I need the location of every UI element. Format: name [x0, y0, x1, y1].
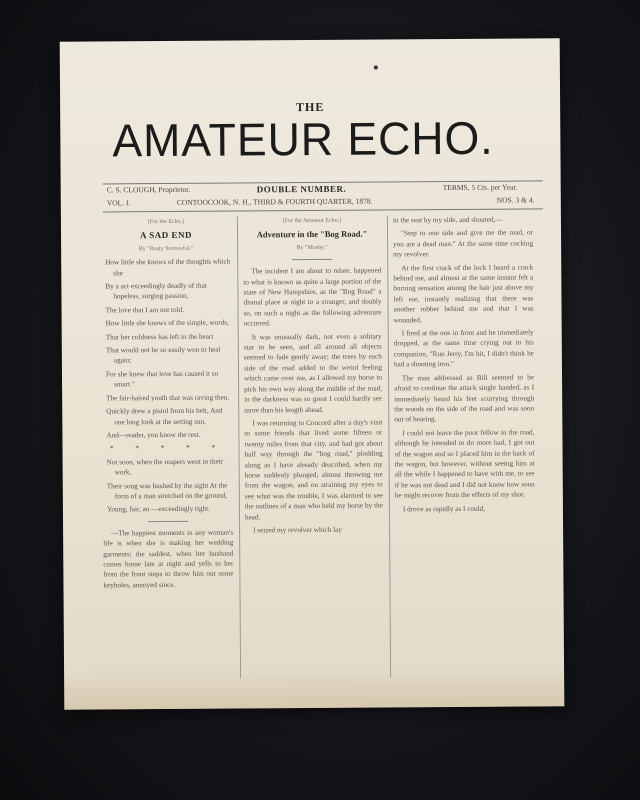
paragraph: I seized my revolver which lay [253, 525, 342, 535]
poem-line: Not soon, when the reapers went to their work, [106, 457, 224, 477]
paragraph: I drove as rapidly as I could, [402, 504, 486, 513]
poem-title: A SAD END [139, 230, 193, 241]
masthead-the: THE [295, 99, 325, 115]
poem-author: By "Rusty Sorrowful." [138, 245, 194, 253]
section-stars: * * * * * [109, 443, 226, 453]
separator [292, 259, 332, 260]
paragraph: At the first crack of the lock I heard a crack behind me, and almost at the same instant felt a burning sensation among the hair just above my left ear, instantly realizing that there was another robber behind me and that I was wounded. [393, 263, 534, 325]
issue-numbers: NOS. 3 & 4. [496, 195, 535, 205]
poem-line: That her coldness has left in the heart [105, 332, 214, 342]
poem-line: How little she knows of the thoughts which she [105, 257, 231, 278]
double-number: DOUBLE NUMBER. [256, 183, 347, 195]
paragraph: The incident I am about to relate, happened to what is known as quite a large portion of the state of New Hampshire, as the "Bog Road" a dismal place at night to a stranger, and doubly so, on such a night as the following adventure occurred. [243, 266, 382, 328]
newspaper-page [60, 38, 565, 709]
paragraph: in the seat by my side, and shouted,— [392, 215, 503, 225]
story-author: By "Mosby." [296, 244, 328, 251]
paragraph: It was unusually dark, not even a solitary star to be seen, and all around all objects seemed to fade gently away; the trees by each side of the road added to the weird feeling which came over me, as I allowed my horse to pick his own way along the middle of the road, in the darkness was so great I could hardly see more than his length ahead. [243, 332, 383, 414]
column-story-continued [393, 214, 536, 685]
story-title: Adventure in the "Bog Road." [256, 229, 368, 240]
credit-line: [For the Amateur Echo.] [282, 217, 342, 225]
separator [148, 521, 188, 522]
poem-line: The love that I am not told. [105, 305, 185, 315]
poem-line: That would not be so easily won to heal again; [105, 345, 221, 365]
poem-line: And—reader, you know the rest. [106, 430, 201, 440]
paragraph: I could not leave the poor fellow in the road, although he intended to do more bad, I got out of the wagon and so I placed him in the back of the wagon, but however, without seeing him at all the while I happened to have with me, to see if he was not dead and I did not know how soon he might recover from the effects of my shot. [394, 428, 535, 500]
masthead-title: AMATEUR ECHO. [112, 111, 494, 167]
credit-line: [For the Echo.] [147, 218, 185, 226]
column-poem [101, 217, 234, 688]
terms: TERMS, 5 Cts. per Year. [442, 182, 518, 193]
paragraph: —The happiest moments in any woman's life is when she is making her wedding garments; the saddest, when her husband comes home late at night and yells to her from the front steps to throw him out some keyholes, annoyed since. [103, 528, 234, 590]
ink-spot [374, 66, 378, 70]
poem-line: By a act exceedingly deadly of that hopeless, surging passion, [105, 281, 207, 301]
column-divider [387, 215, 391, 677]
poem-line: How little she knows of the simple, words, [105, 318, 229, 328]
column-story [243, 216, 384, 687]
paragraph: I was returning to Concord after a day's visit to some friends that lived some fifteen or twenty miles from that city, and had got about half way through the "bog road," plodding along as I have already described, when my horse suddenly plunged, almost throwing me from the wagon, and on straining my eyes to see what was the trouble, I was alarmed to see the outlines of a man who held my horse by the head. [244, 418, 383, 522]
poem-line: The fair-haired youth that was raving then, [106, 393, 230, 403]
place-date: CONTOOCOOK, N. H., THIRD & FOURTH QUARTER, 1878. [176, 196, 373, 207]
poem-line: For she knew that love has caused it so smart." [105, 369, 219, 389]
paragraph: The man addressed as Bill seemed to be afraid to continue the attack single handed, as I immediately heard his feet scurrying through the woods on the side of the road and was soon out of hearing. [394, 373, 535, 424]
poem-line: Quickly drew a pistol from his belt, And one long look at the setting sun, [106, 406, 223, 426]
paragraph: I fired at the one in front and he immediately dropped, at the same time crying out to his companion, "Run Jerry, I'm hit, I didn't think he had a shooting iron." [393, 328, 534, 369]
proprietor: C. S. CLOUGH, Proprietor. [106, 184, 191, 195]
paragraph: "Step to one side and give me the road, or you are a dead man." At the same time cocking my revolver. [393, 228, 534, 259]
column-divider [237, 217, 241, 679]
poem-line: Their song was hushed by the sight At the form of a man stretched on the ground, [106, 481, 228, 501]
volume: VOL. I. [106, 198, 131, 208]
poem-line: Young, fair, an —exceedingly tight. [106, 505, 210, 514]
